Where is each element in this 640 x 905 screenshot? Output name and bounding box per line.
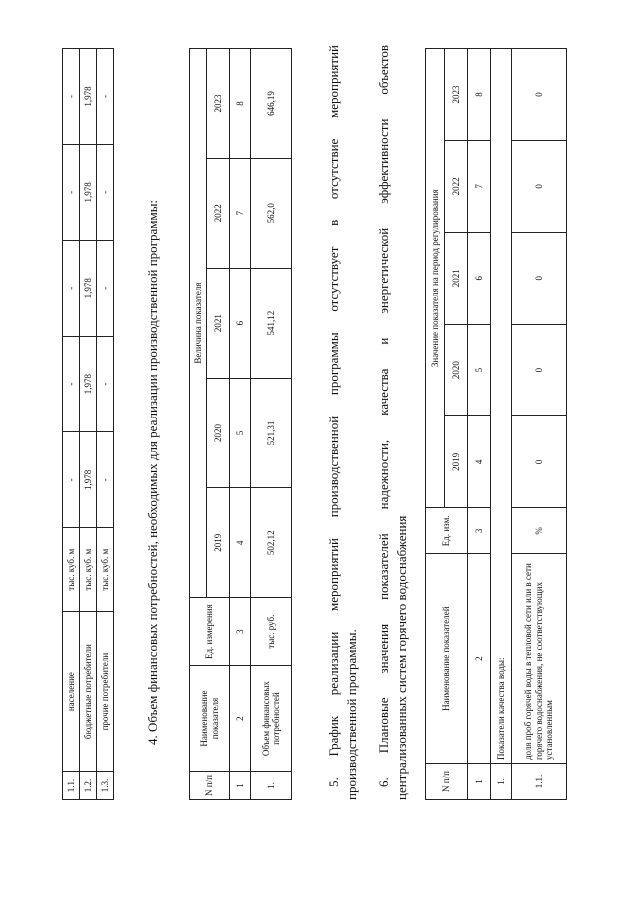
year-header: 2022 [445, 140, 468, 232]
row-name: прочие потребители [97, 612, 114, 772]
row-name: Объем финансовых потребностей [251, 666, 292, 772]
section-label: Показатели качества воды: [491, 49, 512, 764]
year-header: 2021 [207, 268, 230, 378]
row-name: бюджетные потребители [80, 612, 97, 772]
row-unit: тыс. куб. м [63, 528, 80, 612]
value-2019: 502,12 [251, 488, 292, 598]
row-unit: тыс. куб. м [80, 528, 97, 612]
row-number: 1.3. [97, 772, 114, 800]
year-header: 2020 [207, 378, 230, 488]
column-index: 4 [468, 416, 491, 508]
row-name: население [63, 612, 80, 772]
value-2022: 562,0 [251, 158, 292, 268]
column-index: 1 [230, 772, 251, 800]
value-2022: - [63, 144, 80, 240]
column-index: 6 [468, 232, 491, 324]
section-4-heading: 4. Объем финансовых потребностей, необходимых для реализации производственной программы: [145, 199, 160, 745]
table-row [63, 49, 80, 800]
header-number: N п/п [426, 764, 468, 800]
header-group: Величина показателя [190, 49, 207, 598]
row-unit: % [512, 508, 567, 554]
column-index: 4 [230, 488, 251, 598]
value-2020: - [63, 336, 80, 432]
header-row [190, 49, 207, 800]
column-index: 8 [230, 49, 251, 159]
section-6-line-2: централизованных систем горячего водоснабжения [394, 515, 409, 800]
row-number: 1. [251, 772, 292, 800]
value-2019: - [63, 432, 80, 528]
value-2020: 0 [512, 324, 567, 416]
value-2023: - [97, 49, 114, 145]
value-2023: 646,19 [251, 49, 292, 159]
value-2021: 541,12 [251, 268, 292, 378]
table-row [80, 49, 97, 800]
financial-needs-table [189, 48, 292, 800]
row-number: 1. [491, 764, 512, 800]
column-index: 5 [230, 378, 251, 488]
value-2022: 1,978 [80, 144, 97, 240]
row-name: доля проб горячей воды в тепловой сети или в сети горячего водоснабжения, не соответствующих установленным [512, 554, 567, 764]
year-header: 2020 [445, 324, 468, 416]
year-header: 2019 [207, 488, 230, 598]
year-header: 2019 [445, 416, 468, 508]
value-2023: 1,978 [80, 49, 97, 145]
header-name: Наименование показателя [190, 666, 230, 772]
section-5-line-1: 5. График реализации мероприятий производственной программы отсутствует в отсутствие мероприятий [326, 45, 341, 787]
header-name: Наименование показателей [426, 554, 468, 764]
value-2021: - [63, 240, 80, 336]
row-number: 1.1. [512, 764, 567, 800]
column-index: 8 [468, 49, 491, 141]
value-2020: - [97, 336, 114, 432]
index-row [230, 49, 251, 800]
value-2019: 0 [512, 416, 567, 508]
value-2020: 1,978 [80, 336, 97, 432]
value-2021: - [97, 240, 114, 336]
value-2020: 521,31 [251, 378, 292, 488]
row-number: 1.2. [80, 772, 97, 800]
column-index: 3 [468, 508, 491, 554]
column-index: 3 [230, 598, 251, 666]
year-header: 2021 [445, 232, 468, 324]
column-index: 7 [468, 140, 491, 232]
value-2023: - [63, 49, 80, 145]
value-2021: 0 [512, 232, 567, 324]
header-row [426, 49, 445, 800]
year-header: 2022 [207, 158, 230, 268]
year-header: 2023 [445, 49, 468, 141]
column-index: 6 [230, 268, 251, 378]
table-row [512, 49, 567, 800]
row-unit: тыс. куб. м [97, 528, 114, 612]
index-row [468, 49, 491, 800]
column-index: 2 [230, 666, 251, 772]
header-unit: Ед. изм. [426, 508, 468, 554]
table-row [97, 49, 114, 800]
header-number: N п/п [190, 772, 230, 800]
row-unit: тыс. руб. [251, 598, 292, 666]
value-2021: 1,978 [80, 240, 97, 336]
value-2019: 1,978 [80, 432, 97, 528]
year-header: 2023 [207, 49, 230, 159]
column-index: 1 [468, 764, 491, 800]
column-index: 2 [468, 554, 491, 764]
consumption-table [62, 48, 114, 800]
value-2019: - [97, 432, 114, 528]
section-5-line-2: производственной программы. [344, 629, 359, 800]
column-index: 5 [468, 324, 491, 416]
header-group: Значение показателя на период регулирования [426, 49, 445, 508]
section-row [491, 49, 512, 800]
column-index: 7 [230, 158, 251, 268]
value-2022: 0 [512, 140, 567, 232]
table-row [251, 49, 292, 800]
quality-indicators-table [425, 48, 567, 800]
row-number: 1.1. [63, 772, 80, 800]
header-unit: Ед. измерения [190, 598, 230, 666]
section-6-line-1: 6. Плановые значения показателей надежности, качества и энергетической эффективности объектов [376, 45, 391, 787]
value-2022: - [97, 144, 114, 240]
value-2023: 0 [512, 49, 567, 141]
